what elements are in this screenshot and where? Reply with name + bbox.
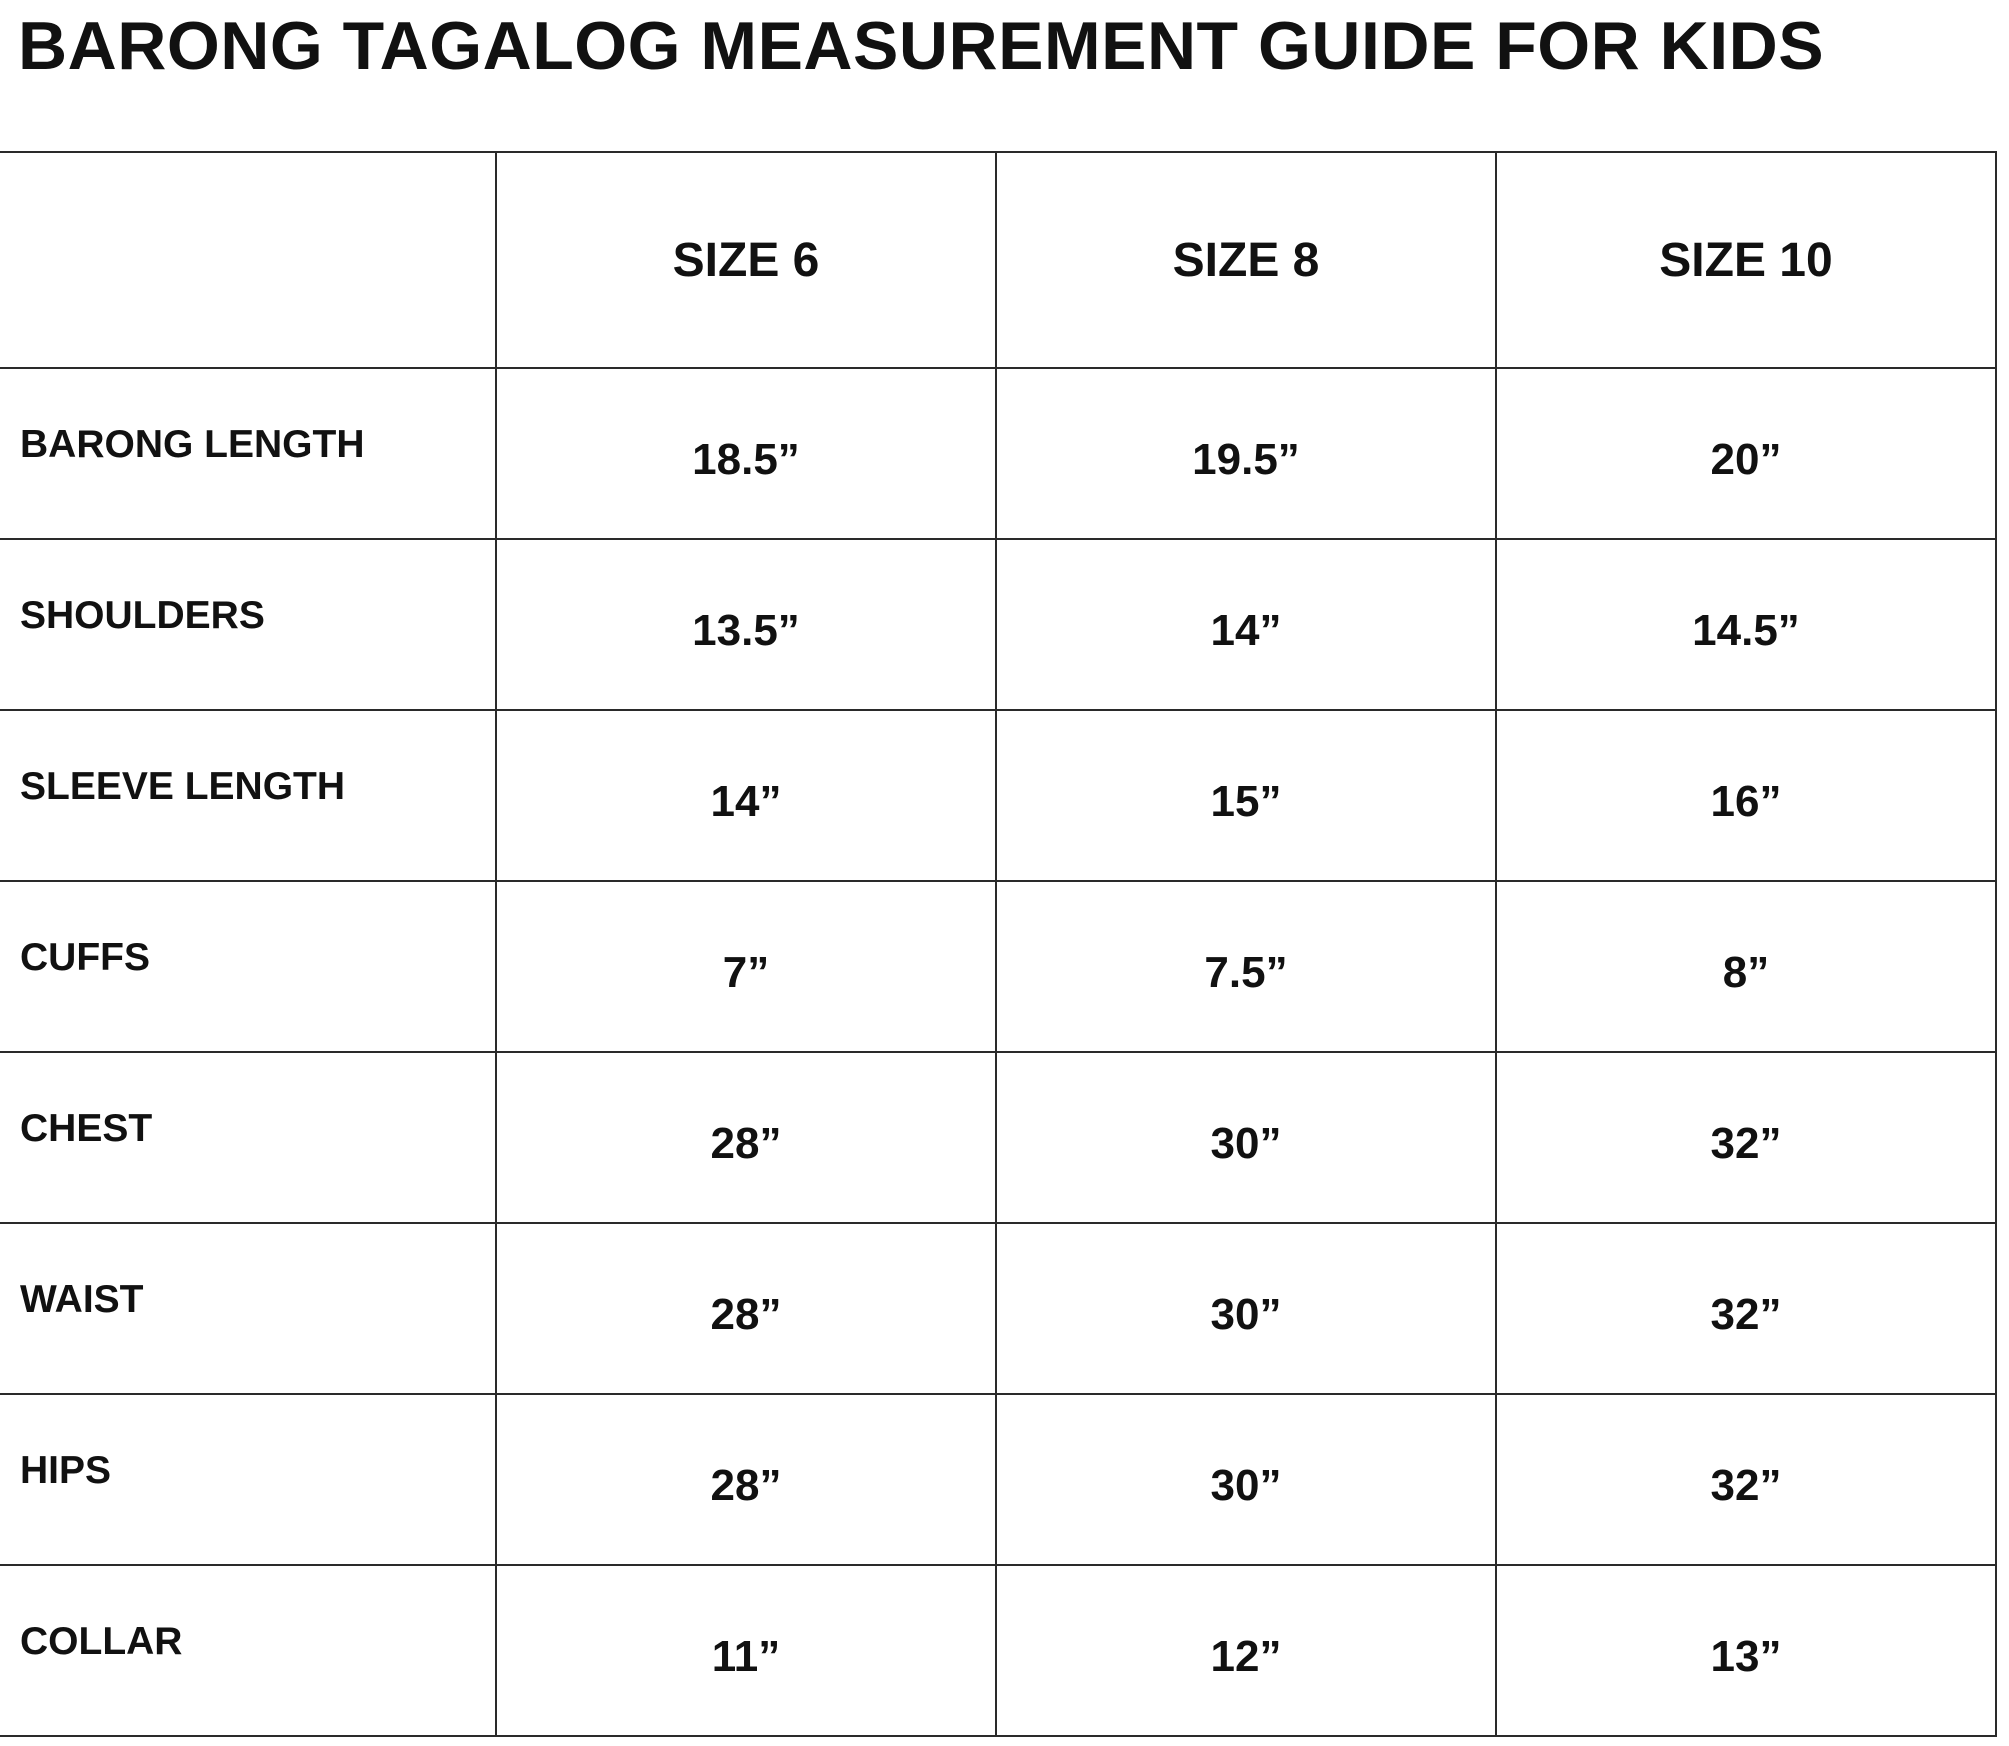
row-label-sleeve-length: SLEEVE LENGTH bbox=[0, 710, 496, 881]
column-header-size-8: SIZE 8 bbox=[996, 152, 1496, 368]
table-cell: 32” bbox=[1496, 1223, 1996, 1394]
row-label-collar: COLLAR bbox=[0, 1565, 496, 1736]
row-label-hips: HIPS bbox=[0, 1394, 496, 1565]
row-label-barong-length: BARONG LENGTH bbox=[0, 368, 496, 539]
table-cell: 30” bbox=[996, 1394, 1496, 1565]
table-corner-cell bbox=[0, 152, 496, 368]
column-header-size-10: SIZE 10 bbox=[1496, 152, 1996, 368]
table-row bbox=[0, 368, 1996, 539]
table-cell: 8” bbox=[1496, 881, 1996, 1052]
row-label-shoulders: SHOULDERS bbox=[0, 539, 496, 710]
table-cell: 30” bbox=[996, 1052, 1496, 1223]
table-row bbox=[0, 539, 1996, 710]
table-row bbox=[0, 710, 1996, 881]
table-cell: 32” bbox=[1496, 1394, 1996, 1565]
table-row bbox=[0, 881, 1996, 1052]
table-cell: 12” bbox=[996, 1565, 1496, 1736]
row-label-waist: WAIST bbox=[0, 1223, 496, 1394]
table-row bbox=[0, 1394, 1996, 1565]
table-cell: 7.5” bbox=[996, 881, 1496, 1052]
table-cell: 14” bbox=[996, 539, 1496, 710]
table-cell: 32” bbox=[1496, 1052, 1996, 1223]
table-cell: 7” bbox=[496, 881, 996, 1052]
table-cell: 15” bbox=[996, 710, 1496, 881]
table-cell: 14.5” bbox=[1496, 539, 1996, 710]
table-row bbox=[0, 1223, 1996, 1394]
table-row bbox=[0, 1565, 1996, 1736]
row-label-chest: CHEST bbox=[0, 1052, 496, 1223]
table-cell: 20” bbox=[1496, 368, 1996, 539]
table-cell: 28” bbox=[496, 1223, 996, 1394]
table-cell: 14” bbox=[496, 710, 996, 881]
table-cell: 28” bbox=[496, 1394, 996, 1565]
table-cell: 16” bbox=[1496, 710, 1996, 881]
measurement-table bbox=[0, 151, 1997, 1737]
table-cell: 30” bbox=[996, 1223, 1496, 1394]
table-header-row bbox=[0, 152, 1996, 368]
table-cell: 11” bbox=[496, 1565, 996, 1736]
table-cell: 19.5” bbox=[996, 368, 1496, 539]
table-row bbox=[0, 1052, 1996, 1223]
table-cell: 18.5” bbox=[496, 368, 996, 539]
table-cell: 28” bbox=[496, 1052, 996, 1223]
table-cell: 13” bbox=[1496, 1565, 1996, 1736]
row-label-cuffs: CUFFS bbox=[0, 881, 496, 1052]
page-title: BARONG TAGALOG MEASUREMENT GUIDE FOR KIDS bbox=[18, 8, 1825, 84]
column-header-size-6: SIZE 6 bbox=[496, 152, 996, 368]
table-cell: 13.5” bbox=[496, 539, 996, 710]
